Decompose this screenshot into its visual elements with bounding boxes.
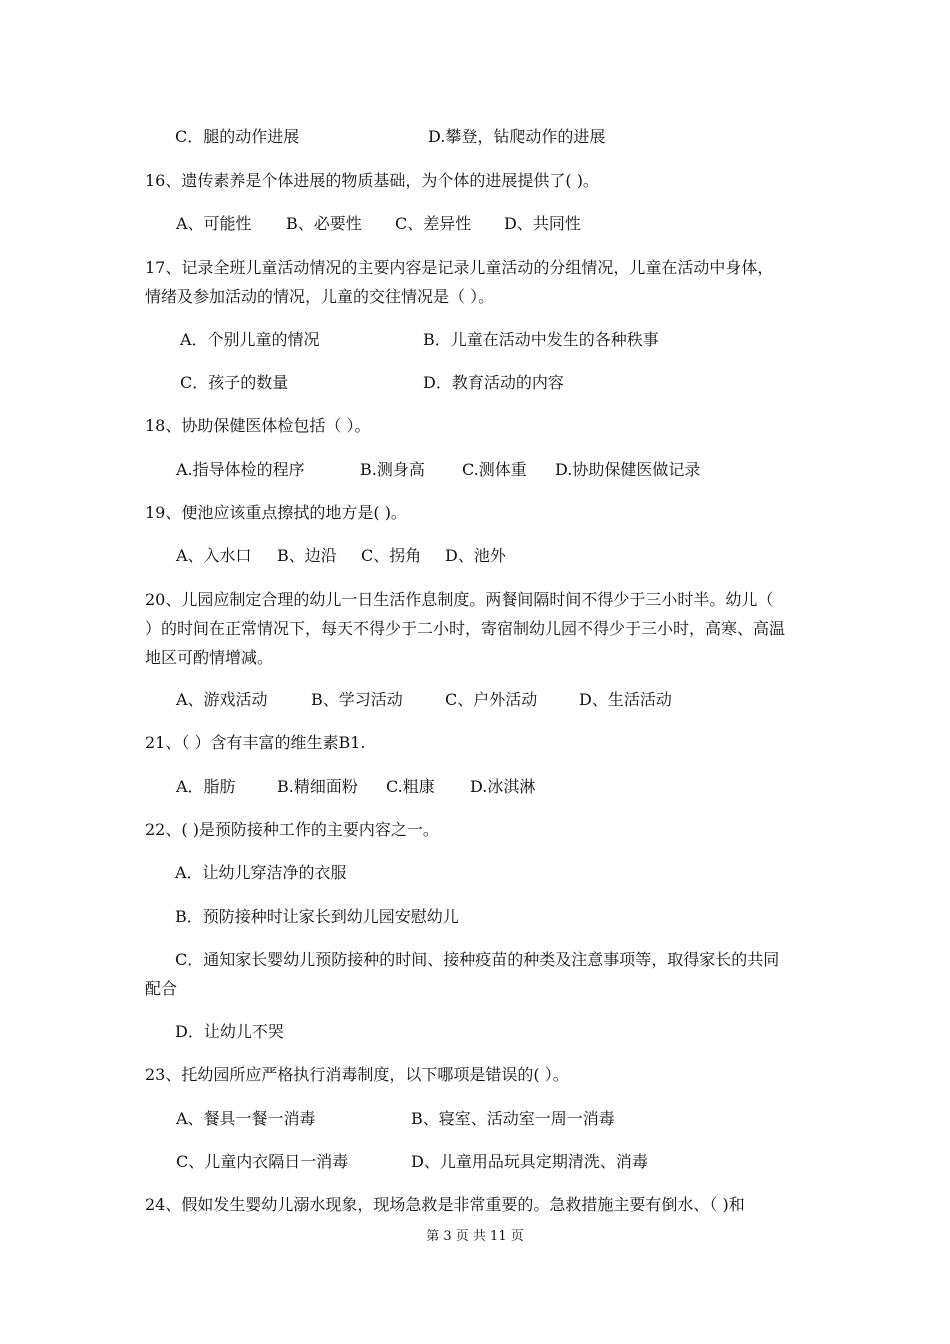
q22-option-c-line1: C．通知家长婴幼儿预防接种的时间、接种疫苗的种类及注意事项等，取得家长的共同 [175, 950, 780, 969]
q16-option-c: C、差异性 [395, 214, 472, 233]
q24-stem: 24、假如发生婴幼儿溺水现象，现场急救是非常重要的。急救措施主要有倒水、（ )和 [145, 1195, 745, 1214]
q20-option-b: B、学习活动 [311, 690, 403, 709]
q22-option-d: D．让幼儿不哭 [175, 1022, 284, 1041]
q23-option-a: A、餐具一餐一消毒 [176, 1109, 316, 1128]
q20-option-d: D、生活活动 [579, 690, 672, 709]
q21-option-b: B.精细面粉 [277, 777, 358, 796]
page-footer: 第 3 页 共 11 页 [426, 1229, 524, 1244]
q19-stem: 19、便池应该重点擦拭的地方是( )。 [145, 503, 407, 522]
q18-stem: 18、协助保健医体检包括（ ）。 [145, 416, 371, 435]
q22-option-b: B．预防接种时让家长到幼儿园安慰幼儿 [175, 907, 459, 926]
q19-option-a: A、入水口 [176, 546, 252, 565]
q23-stem: 23、托幼园所应严格执行消毒制度，以下哪项是错误的( ）。 [145, 1065, 569, 1084]
q16-option-a: A、可能性 [176, 214, 252, 233]
q17-option-a: A．个别儿童的情况 [180, 330, 320, 349]
q21-option-d: D.冰淇淋 [470, 777, 536, 796]
q23-option-b: B、寝室、活动室一周一消毒 [411, 1109, 615, 1128]
q20-stem-line3: 地区可酌情增减。 [145, 648, 274, 667]
q22-option-c-line2: 配合 [145, 979, 178, 998]
q17-stem-line2: 情绪及参加活动的情况，儿童的交往情况是（ ）。 [145, 287, 495, 306]
q18-option-b: B.测身高 [360, 460, 425, 479]
q19-option-c: C、拐角 [361, 546, 422, 565]
q15-option-c: C．腿的动作进展 [175, 127, 300, 146]
q17-option-d: D．教育活动的内容 [423, 373, 564, 392]
q17-stem-line1: 17、记录全班儿童活动情况的主要内容是记录儿童活动的分组情况，儿童在活动中身体， [145, 258, 774, 277]
q16-option-d: D、共同性 [504, 214, 581, 233]
q22-option-a: A．让幼儿穿洁净的衣服 [175, 863, 347, 882]
q23-option-d: D、儿童用品玩具定期清洗、消毒 [411, 1152, 648, 1171]
q18-option-d: D.协助保健医做记录 [555, 460, 701, 479]
q16-stem: 16、遗传素养是个体进展的物质基础，为个体的进展提供了( )。 [145, 171, 599, 190]
q19-option-b: B、边沿 [277, 546, 337, 565]
q20-stem-line2: ）的时间在正常情况下，每天不得少于二小时，寄宿制幼儿园不得少于三小时，高寒、高温 [145, 619, 786, 638]
q18-option-c: C.测体重 [462, 460, 527, 479]
q23-option-c: C、儿童内衣隔日一消毒 [176, 1152, 349, 1171]
q16-option-b: B、必要性 [286, 214, 362, 233]
q15-option-d: D.攀登，钻爬动作的进展 [428, 127, 606, 146]
q20-option-c: C、户外活动 [445, 690, 538, 709]
q22-stem: 22、( )是预防接种工作的主要内容之一。 [145, 820, 439, 839]
q21-stem: 21、（ ）含有丰富的维生素B1. [145, 733, 366, 752]
q20-stem-line1: 20、儿园应制定合理的幼儿一日生活作息制度。两餐间隔时间不得少于三小时半。幼儿（ [145, 590, 774, 609]
q19-option-d: D、池外 [445, 546, 506, 565]
q21-option-c: C.粗康 [386, 777, 435, 796]
q18-option-a: A.指导体检的程序 [176, 460, 305, 479]
q17-option-c: C．孩子的数量 [180, 373, 289, 392]
q20-option-a: A、游戏活动 [176, 690, 268, 709]
q21-option-a: A．脂肪 [176, 777, 236, 796]
q17-option-b: B．儿童在活动中发生的各种秩事 [423, 330, 659, 349]
